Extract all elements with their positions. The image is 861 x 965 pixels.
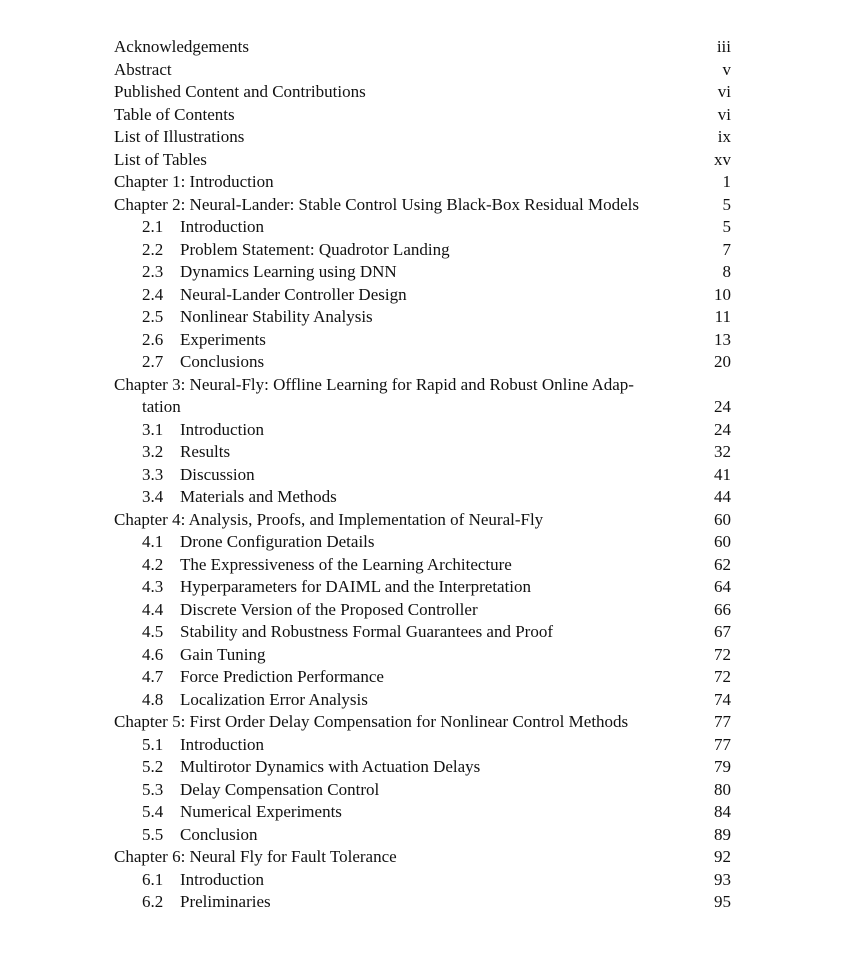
toc-entry-page: 7 (722, 239, 731, 259)
toc-section-4-3[interactable] (114, 576, 731, 599)
section-number: 2.7 (142, 352, 164, 371)
toc-entry-title: List of Illustrations (114, 127, 245, 146)
toc-entry-page: 72 (714, 667, 731, 686)
toc-entry-published-content[interactable] (114, 81, 731, 104)
toc-section-3-4[interactable] (114, 486, 731, 509)
section-number: 2.6 (142, 329, 164, 349)
section-title: Experiments (180, 329, 266, 349)
section-title: Introduction (180, 217, 265, 236)
section-title: Gain Tuning (180, 644, 266, 664)
toc-entry-page: 84 (714, 802, 731, 821)
toc-entry-list-of-tables[interactable] (114, 149, 731, 172)
section-number: 4.4 (142, 599, 164, 619)
section-title: Discrete Version of the Proposed Controller (180, 599, 478, 619)
toc-entry-page: vi (717, 104, 731, 124)
toc-entry-title: Abstract (114, 59, 172, 79)
section-title: Materials and Methods (180, 487, 337, 506)
toc-entry-page: xv (714, 149, 731, 169)
toc-entry-page: 95 (714, 892, 731, 911)
section-title: Nonlinear Stability Analysis (180, 307, 373, 326)
toc-entry-page: 41 (714, 464, 731, 484)
toc-entry-page: iii (716, 37, 731, 56)
toc-section-4-6[interactable] (114, 644, 731, 667)
section-number: 3.4 (142, 487, 164, 506)
toc-section-5-3[interactable] (114, 779, 731, 802)
toc-section-2-2[interactable] (114, 239, 731, 262)
section-number: 2.3 (142, 262, 164, 281)
section-number: 4.7 (142, 667, 164, 686)
toc-chapter-3-continued[interactable] (114, 396, 731, 419)
section-number: 6.2 (142, 892, 164, 911)
section-title: Dynamics Learning using DNN (180, 262, 397, 281)
toc-chapter-title: Chapter 5: First Order Delay Compensation for Nonlinear Control Methods (114, 712, 629, 731)
section-title: Delay Compensation Control (180, 779, 380, 799)
section-number: 2.4 (142, 284, 164, 304)
section-title: Localization Error Analysis (180, 689, 368, 709)
toc-entry-page: 60 (714, 532, 731, 551)
toc-entry-page: vi (717, 82, 731, 101)
toc-entry-page: 67 (714, 622, 731, 641)
toc-section-4-1[interactable] (114, 531, 731, 554)
toc-entry-page: 72 (714, 644, 731, 664)
toc-entry-page: 66 (714, 599, 731, 619)
toc-entry-page: 64 (714, 577, 731, 596)
section-title: The Expressiveness of the Learning Architecture (180, 554, 512, 574)
toc-entry-table-of-contents[interactable] (114, 104, 731, 127)
section-title: Conclusion (180, 824, 258, 844)
toc-section-4-7[interactable] (114, 666, 731, 689)
section-title: Conclusions (180, 352, 265, 371)
toc-chapter-2[interactable] (114, 194, 731, 217)
toc-section-2-7[interactable] (114, 351, 731, 374)
toc-entry-page: ix (717, 127, 731, 146)
toc-section-4-2[interactable] (114, 554, 731, 577)
section-number: 5.5 (142, 824, 164, 844)
toc-section-4-4[interactable] (114, 599, 731, 622)
toc-section-3-2[interactable] (114, 441, 731, 464)
section-title: Neural-Lander Controller Design (180, 284, 407, 304)
toc-entry-page: 8 (722, 262, 731, 281)
toc-entry-page: 74 (714, 689, 731, 709)
toc-entry-page: 32 (714, 442, 731, 461)
section-title: Multirotor Dynamics with Actuation Delays (180, 757, 481, 776)
section-title: Stability and Robustness Formal Guarantees and Proof (180, 622, 554, 641)
section-title: Preliminaries (180, 892, 271, 911)
toc-chapter-title: Chapter 3: Neural-Fly: Offline Learning for Rapid and Robust Online Adap- (114, 374, 634, 394)
section-number: 4.8 (142, 689, 164, 709)
section-number: 2.5 (142, 307, 164, 326)
section-number: 5.3 (142, 779, 164, 799)
toc-chapter-1[interactable] (114, 171, 731, 194)
toc-section-3-3[interactable] (114, 464, 731, 487)
toc-entry-page: 93 (714, 869, 731, 889)
toc-chapter-title: Chapter 4: Analysis, Proofs, and Implementation of Neural-Fly (114, 509, 544, 529)
section-title: Results (180, 442, 231, 461)
toc-entry-page: v (722, 59, 731, 79)
section-title: Introduction (180, 734, 265, 754)
section-title: Problem Statement: Quadrotor Landing (180, 239, 450, 259)
toc-entry-page: 5 (722, 217, 731, 236)
section-title: Discussion (180, 464, 255, 484)
toc-entry-acknowledgements[interactable] (114, 36, 731, 59)
section-number: 6.1 (142, 869, 164, 889)
toc-entry-page: 24 (714, 397, 731, 416)
toc-entry-page: 77 (714, 712, 731, 731)
toc-chapter-title: Chapter 6: Neural Fly for Fault Tolerance (114, 847, 397, 866)
section-number: 5.2 (142, 757, 164, 776)
section-number: 2.1 (142, 217, 164, 236)
section-number: 5.4 (142, 802, 164, 821)
section-number: 4.2 (142, 554, 164, 574)
toc-entry-page: 5 (722, 194, 731, 214)
toc-entry-page: 60 (714, 509, 731, 529)
table-of-contents (114, 36, 731, 914)
toc-entry-page: 10 (714, 284, 731, 304)
toc-section-5-5[interactable] (114, 824, 731, 847)
toc-section-2-6[interactable] (114, 329, 731, 352)
section-number: 4.1 (142, 532, 164, 551)
toc-entry-page: 13 (714, 329, 731, 349)
section-title: Force Prediction Performance (180, 667, 384, 686)
toc-entry-page: 92 (714, 847, 731, 866)
section-title: Hyperparameters for DAIML and the Interpretation (180, 577, 532, 596)
section-number: 3.1 (142, 419, 164, 439)
toc-section-6-1[interactable] (114, 869, 731, 892)
section-number: 4.3 (142, 577, 164, 596)
toc-entry-page: 62 (714, 554, 731, 574)
section-number: 5.1 (142, 734, 164, 754)
section-title: Introduction (180, 419, 265, 439)
section-number: 3.2 (142, 442, 164, 461)
toc-entry-title: Table of Contents (114, 104, 235, 124)
toc-chapter-title: Chapter 1: Introduction (114, 172, 274, 191)
toc-entry-page: 89 (714, 824, 731, 844)
toc-chapter-title-continued: tation (142, 397, 181, 416)
toc-entry-page: 77 (714, 734, 731, 754)
toc-chapter-4[interactable] (114, 509, 731, 532)
toc-entry-page: 1 (722, 172, 731, 191)
section-title: Numerical Experiments (180, 802, 342, 821)
toc-section-2-1[interactable] (114, 216, 731, 239)
toc-entry-page: 44 (714, 487, 731, 506)
section-number: 4.5 (142, 622, 164, 641)
toc-section-2-4[interactable] (114, 284, 731, 307)
toc-chapter-6[interactable] (114, 846, 731, 869)
toc-entry-title: Acknowledgements (114, 37, 250, 56)
toc-chapter-5[interactable] (114, 711, 731, 734)
toc-section-3-1[interactable] (114, 419, 731, 442)
toc-section-2-5[interactable] (114, 306, 731, 329)
toc-entry-title: List of Tables (114, 149, 207, 169)
toc-chapter-title: Chapter 2: Neural-Lander: Stable Control Using Black-Box Residual Models (114, 194, 640, 214)
section-title: Introduction (180, 869, 265, 889)
toc-section-4-5[interactable] (114, 621, 731, 644)
toc-entry-title: Published Content and Contributions (114, 82, 366, 101)
toc-section-4-8[interactable] (114, 689, 731, 712)
toc-section-6-2[interactable] (114, 891, 731, 914)
section-title: Drone Configuration Details (180, 532, 375, 551)
toc-entry-page: 80 (714, 779, 731, 799)
section-number: 4.6 (142, 644, 164, 664)
section-number: 2.2 (142, 239, 164, 259)
toc-section-5-2[interactable] (114, 756, 731, 779)
toc-entry-page: 79 (714, 757, 731, 776)
toc-section-5-1[interactable] (114, 734, 731, 757)
toc-entry-page: 24 (714, 419, 731, 439)
section-number: 3.3 (142, 464, 164, 484)
toc-chapter-3[interactable] (114, 374, 731, 397)
toc-entry-page: 20 (714, 352, 731, 371)
toc-entry-page: 11 (714, 307, 731, 326)
toc-section-2-3[interactable] (114, 261, 731, 284)
toc-entry-list-of-illustrations[interactable] (114, 126, 731, 149)
toc-section-5-4[interactable] (114, 801, 731, 824)
toc-entry-abstract[interactable] (114, 59, 731, 82)
